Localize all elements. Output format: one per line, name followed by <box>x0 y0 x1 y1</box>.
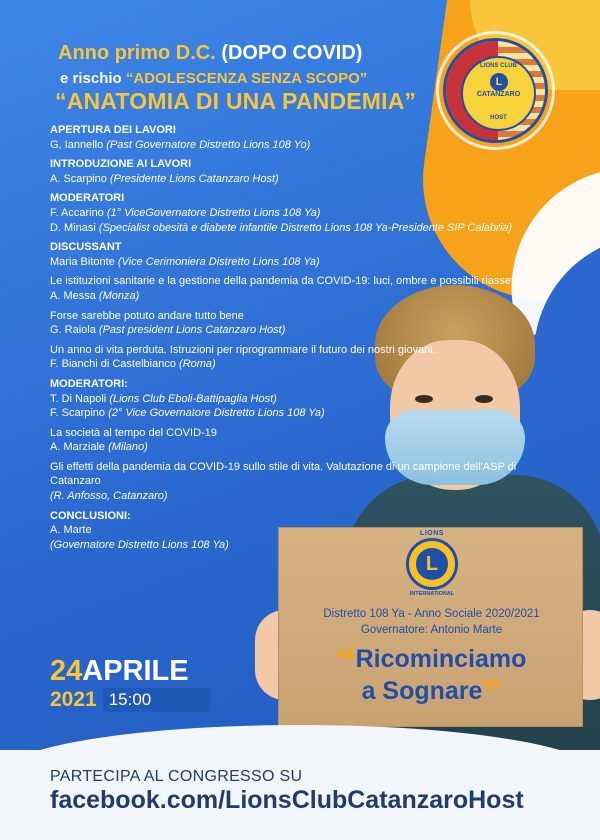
speaker-role: (Roma) <box>179 358 216 371</box>
talk-title: Un anno di vita perduta. Istruzioni per riprogrammare il futuro dei nostri giovani. <box>50 343 436 356</box>
section-heading: MODERATORI <box>50 192 125 205</box>
section-heading: CONCLUSIONI: <box>50 509 131 522</box>
lions-l-icon: L <box>416 548 448 580</box>
logo-ring-text: LIONS <box>420 530 444 537</box>
title-adolescenza: “ADOLESCENZA SENZA SCOPO” <box>125 70 368 87</box>
talk-title: Forse sarebbe potuto andare tutto bene <box>50 309 244 322</box>
speaker-role: (Presidente Lions Catanzaro Host) <box>109 172 279 185</box>
event-date <box>50 655 189 688</box>
speaker-role: (Past president Lions Catanzaro Host) <box>98 324 286 337</box>
speaker-line <box>50 255 550 270</box>
program-section <box>50 377 550 421</box>
title-line-2 <box>60 70 367 87</box>
speaker-line <box>50 221 550 236</box>
speaker-line <box>50 206 550 221</box>
logo-ring-bottom: INTERNATIONAL <box>409 591 455 597</box>
speaker-line <box>50 489 550 504</box>
speaker-name: A. Messa <box>50 289 96 302</box>
speaker-name: A. Scarpino <box>50 172 107 185</box>
cardboard-sign <box>278 527 583 727</box>
event-month: APRILE <box>82 655 189 687</box>
speaker-line <box>50 406 550 421</box>
speaker-role: (R. Anfosso, Catanzaro) <box>50 490 168 503</box>
speaker-role: (Vice Cerimoniera Distretto Lions 108 Ya) <box>117 255 320 268</box>
program-section <box>50 123 550 152</box>
speaker-name: G. Raiola <box>50 324 96 337</box>
speaker-name: D. Minasi <box>50 221 96 234</box>
program-list <box>50 123 550 557</box>
speaker-line <box>50 357 550 372</box>
speaker-name: F. Scarpino <box>50 407 106 420</box>
event-year-time <box>50 688 211 712</box>
slogan-line-2: a Sognare <box>361 677 483 705</box>
program-section <box>50 309 550 338</box>
lions-international-logo <box>406 530 458 597</box>
seal-text-mid: CATANZARO <box>476 91 521 98</box>
slogan-line-1: Ricominciamo <box>355 645 527 673</box>
facebook-link[interactable]: facebook.com/LionsClubCatanzaroHost <box>50 786 524 814</box>
speaker-line <box>50 323 550 338</box>
speaker-role: (1° ViceGovernatore Distretto Lions 108 Ya) <box>106 206 321 219</box>
section-heading: INTRODUZIONE AI LAVORI <box>50 158 192 171</box>
lions-logo-icon: L <box>490 73 508 91</box>
talk-title: La società al tempo del COVID-19 <box>50 426 217 439</box>
speaker-name: F. Bianchi di Castelbianco <box>50 358 176 371</box>
sign-governor: Governatore: Antonio Marte <box>360 624 503 636</box>
speaker-role: (Lions Club Eboli-Battipaglia Host) <box>109 392 277 405</box>
title-rischio: e rischio <box>60 70 122 87</box>
talk-title: Le istituzioni sanitarie e la gestione della pandemia da COVID-19: luci, ombre e possibili riassetti. <box>50 275 523 288</box>
talk-title: Gli effetti della pandemia da COVID-19 sullo stile di vita. Valutazione di un campione dell'ASP di Catanzaro <box>50 460 517 488</box>
speaker-name: G, Iannello <box>50 138 104 151</box>
program-section <box>50 191 550 235</box>
program-section <box>50 343 550 372</box>
speaker-line <box>50 138 550 153</box>
title-line-3: “ANATOMIA DI UNA PANDEMIA” <box>55 88 417 114</box>
seal-text-bottom: HOST <box>490 115 507 121</box>
speaker-line <box>50 392 550 407</box>
speaker-role: (2° Vice Governatore Distretto Lions 108 Ya) <box>108 407 325 420</box>
close-quote-icon: ” <box>482 672 502 714</box>
speaker-name: T. Di Napoli <box>50 392 107 405</box>
speaker-line <box>50 289 550 304</box>
speaker-role: (Monza) <box>98 289 140 302</box>
speaker-role: (Past Governatore Distretto Lions 108 Yo) <box>106 138 311 151</box>
event-year: 2021 <box>50 688 97 711</box>
speaker-line <box>50 440 550 455</box>
seal-text-top: LIONS CLUB <box>480 63 517 69</box>
program-section <box>50 460 550 504</box>
speaker-name: F. Accarino <box>50 206 104 219</box>
speaker-role: (Milano) <box>108 441 148 454</box>
program-section <box>50 274 550 303</box>
speaker-role: (Specialist obesità e diabete infantile Distretto Lions 108 Ya-Presidente SIP Calabria) <box>98 221 513 234</box>
section-heading: MODERATORI: <box>50 377 128 390</box>
title-dopo-covid: (DOPO COVID) <box>221 42 363 64</box>
sign-district: Distretto 108 Ya - Anno Sociale 2020/2021 <box>323 608 540 620</box>
speaker-role: (Governatore Distretto Lions 108 Ya) <box>50 538 229 551</box>
speaker-line <box>50 172 550 187</box>
program-section <box>50 240 550 269</box>
footer-cta: PARTECIPA AL CONGRESSO SU <box>50 768 303 785</box>
open-quote-icon: “ <box>336 640 356 682</box>
section-heading: DISCUSSANT <box>50 241 122 254</box>
speaker-name: A. Marziale <box>50 441 106 454</box>
speaker-name: Maria Bitonte <box>50 255 115 268</box>
program-section <box>50 426 550 455</box>
event-time: 15:00 <box>103 688 212 712</box>
section-heading: APERTURA DEI LAVORI <box>50 124 176 136</box>
sign-slogan <box>279 640 584 714</box>
speaker-name: A. Marte <box>50 524 92 537</box>
title-year-label: Anno primo D.C. <box>58 42 216 64</box>
program-section <box>50 157 550 186</box>
event-day: 24 <box>50 655 83 687</box>
title-line-1 <box>58 42 362 65</box>
